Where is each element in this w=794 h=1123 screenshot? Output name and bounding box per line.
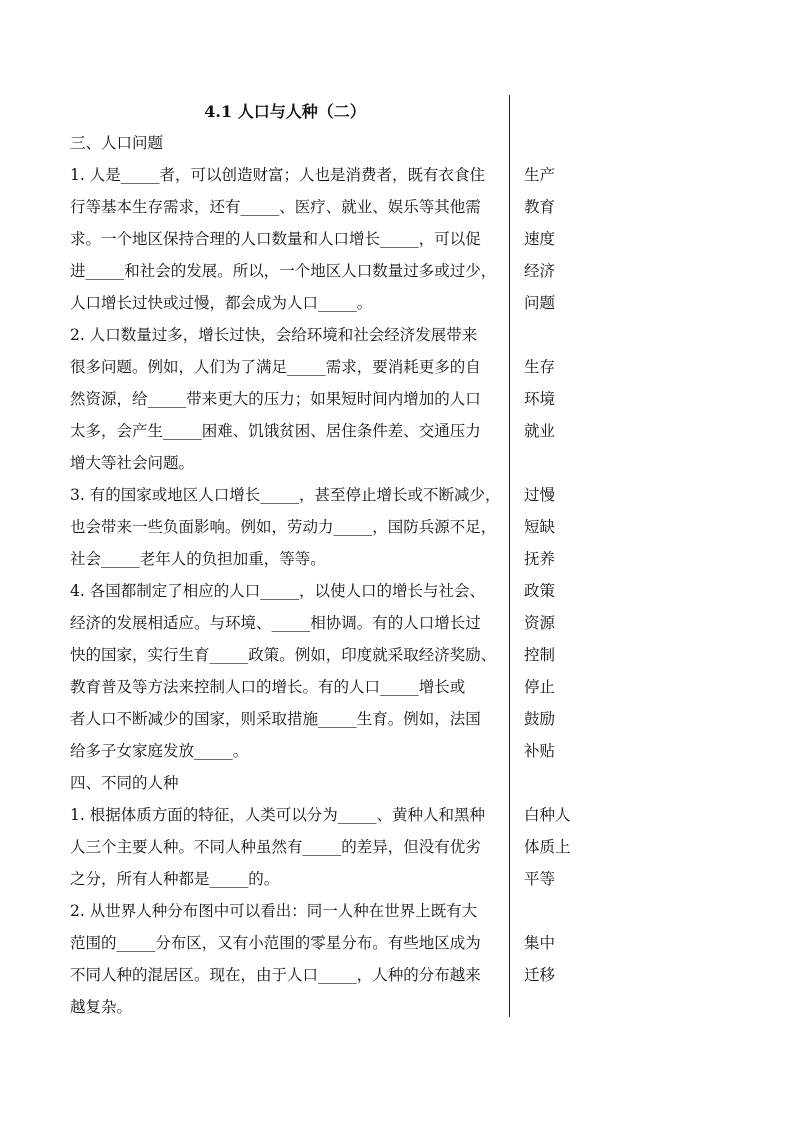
text-line: 然资源，给_____带来更大的压力；如果短时间内增加的人口 [70,390,481,408]
answer-item [524,319,604,351]
answer-item: 短缺 [524,518,556,536]
answer-item: 生存 [524,358,556,376]
answer-item: 补贴 [524,742,556,760]
answer-item: 集中 [524,934,556,952]
text-line: 快的国家，实行生育_____政策。例如，印度就采取经济奖励、 [70,646,497,664]
answer-item: 环境 [524,390,556,408]
text-line: 3. 有的国家或地区人口增长_____，甚至停止增长或不断减少， [70,486,500,504]
answer-item: 速度 [524,230,556,248]
answer-item [524,447,604,479]
text-line: 2. 从世界人种分布图中可以看出：同一人种在世界上既有大 [70,902,478,920]
text-line: 2. 人口数量过多，增长过快，会给环境和社会经济发展带来 [70,326,478,344]
answer-item [524,127,604,159]
text-line: 行等基本生存需求，还有_____、医疗、就业、娱乐等其他需 [70,198,481,216]
text-line: 给多子女家庭发放_____。 [70,742,249,760]
answer-item: 平等 [524,870,556,888]
answer-item: 生产 [524,166,556,184]
answer-item: 鼓励 [524,710,556,728]
answer-item [524,991,604,1023]
text-line: 增大等社会问题。 [70,454,195,472]
answer-item [524,767,604,799]
text-line: 经济的发展相适应。与环境、_____相协调。有的人口增长过 [70,614,481,632]
text-line: 也会带来一些负面影响。例如，劳动力_____，国防兵源不足， [70,518,497,536]
answer-item: 问题 [524,294,556,312]
answer-item: 体质上 [524,838,571,856]
column-divider [509,95,510,1017]
text-line: 4. 各国都制定了相应的人口_____，以使人口的增长与社会、 [70,582,485,600]
text-line: 很多问题。例如，人们为了满足_____需求，要消耗更多的自 [70,358,481,376]
text-line: 不同人种的混居区。现在，由于人口_____，人种的分布越来 [70,966,481,984]
answer-item: 政策 [524,582,556,600]
answer-item: 抚养 [524,550,556,568]
text-line: 越复杂。 [70,998,133,1016]
answer-item: 过慢 [524,486,556,504]
text-line: 之分，所有人种都是_____的。 [70,870,280,888]
text-line: 求。一个地区保持合理的人口数量和人口增长_____，可以促 [70,230,481,248]
text-line: 范围的_____分布区，又有小范围的零星分布。有些地区成为 [70,934,481,952]
text-line: 人口增长过快或过慢，都会成为人口_____。 [70,294,373,312]
text-line: 社会_____老年人的负担加重，等等。 [70,550,326,568]
answer-item: 经济 [524,262,556,280]
text-line: 1. 人是_____者，可以创造财富；人也是消费者，既有衣食住 [70,166,485,184]
text-line: 人三个主要人种。不同人种虽然有_____的差异，但没有优劣 [70,838,481,856]
text-line: 1. 根据体质方面的特征，人类可以分为_____、黄种人和黑种 [70,806,485,824]
answer-item: 资源 [524,614,556,632]
answer-item: 控制 [524,646,556,664]
text-line: 者人口不断减少的国家，则采取措施_____生育。例如，法国 [70,710,481,728]
answer-item: 迁移 [524,966,556,984]
text-line: 太多，会产生_____困难、饥饿贫困、居住条件差、交通压力 [70,422,481,440]
section-heading: 三、人口问题 [70,134,164,152]
answer-item [524,895,604,927]
text-line: 教育普及等方法来控制人口的增长。有的人口_____增长或 [70,678,466,696]
text-line: 进_____和社会的发展。所以，一个地区人口数量过多或过少， [70,262,497,280]
answer-item: 教育 [524,198,556,216]
page-title: 4.1 人口与人种（二） [204,102,366,121]
answer-item: 白种人 [524,806,571,824]
answer-item: 就业 [524,422,556,440]
section-heading: 四、不同的人种 [70,774,179,792]
answer-item: 停止 [524,678,556,696]
